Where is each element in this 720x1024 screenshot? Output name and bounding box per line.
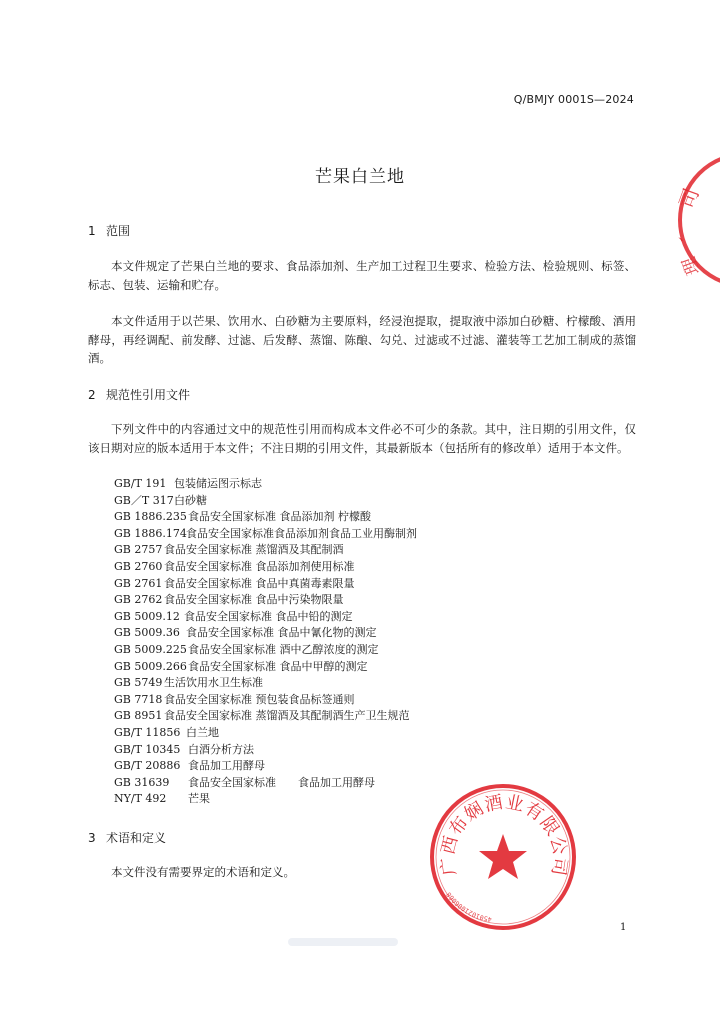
reference-code: GB／T 317	[114, 493, 174, 507]
reference-code: GB 1886.235	[114, 510, 187, 524]
section-2-number: 2	[88, 388, 96, 402]
partial-seal-right	[674, 148, 720, 298]
reference-item	[114, 791, 417, 808]
section-3-number: 3	[88, 831, 96, 845]
reference-title: 食品安全国家标准 食品添加剂使用标准	[164, 559, 355, 573]
seal-serial-number: 4501021006068	[444, 890, 493, 924]
reference-title: 食品安全国家标准 食品中真菌毒素限量	[164, 576, 355, 590]
reference-title: 芒果	[188, 792, 210, 806]
reference-code: GB/T 20886	[114, 759, 181, 773]
company-seal	[428, 782, 578, 932]
seal-star-icon	[479, 834, 527, 879]
reference-code: GB 2762	[114, 593, 163, 607]
reference-code: GB 31639	[114, 775, 170, 789]
reference-code: GB 5009.266	[114, 659, 187, 673]
section-2-paragraph-1: 下列文件中的内容通过文中的规范性引用而构成本文件必不可少的条款。其中，注日期的引用文件，仅该日期对应的版本适用于本文件；不注日期的引用文件，其最新版本（包括所有的修改单）适用于本文件。	[88, 422, 636, 455]
reference-code: GB 5009.36	[114, 626, 180, 640]
reference-item	[114, 675, 417, 692]
section-1-title: 范围	[106, 224, 131, 238]
reference-item	[114, 758, 417, 775]
reference-title: 食品安全国家标准 酒中乙醇浓度的测定	[188, 642, 379, 656]
section-2-heading	[88, 386, 190, 403]
reference-item	[114, 692, 417, 709]
reference-item	[114, 559, 417, 576]
reference-code: GB 1886.174	[114, 526, 187, 540]
reference-item	[114, 493, 417, 510]
reference-title: 生活饮用水卫生标准	[164, 676, 263, 690]
section-1-paragraph-1: 本文件规定了芒果白兰地的要求、食品添加剂、生产加工过程卫生要求、检验方法、检验规则、标签、标志、包装、运输和贮存。	[88, 259, 636, 292]
reference-title: 白砂糖	[174, 493, 207, 507]
reference-item	[114, 509, 417, 526]
reference-code: GB/T 10345	[114, 742, 181, 756]
reference-code: GB 2760	[114, 559, 163, 573]
reference-code: NY/T 492	[114, 792, 167, 806]
reference-title: 食品安全国家标准食品添加剂食品工业用酶制剂	[186, 526, 417, 540]
reference-item	[114, 576, 417, 593]
section-2-title: 规范性引用文件	[106, 388, 191, 402]
reference-title: 食品安全国家标准 食品中污染物限量	[164, 593, 344, 607]
reference-item	[114, 659, 417, 676]
reference-code: GB/T 11856	[114, 725, 181, 739]
section-3-title: 术语和定义	[106, 831, 167, 845]
reference-title: 食品安全国家标准 蒸馏酒及其配制酒生产卫生规范	[164, 709, 410, 723]
reference-title: 食品安全国家标准 食品中氰化物的测定	[186, 626, 377, 640]
section-3-paragraph-1: 本文件没有需要界定的术语和定义。	[111, 865, 295, 879]
reference-code: GB 2757	[114, 543, 163, 557]
reference-item	[114, 476, 417, 493]
reference-code: GB 5749	[114, 676, 163, 690]
reference-code: GB 5009.12	[114, 609, 180, 623]
reference-code: GB 5009.225	[114, 642, 187, 656]
normative-references-list	[114, 476, 417, 808]
reference-item	[114, 526, 417, 543]
reference-item	[114, 625, 417, 642]
reference-item	[114, 775, 417, 792]
section-3-heading	[88, 829, 166, 846]
reference-item	[114, 725, 417, 742]
reference-title: 白兰地	[186, 725, 219, 739]
reference-title: 食品安全国家标准 蒸馏酒及其配制酒	[164, 543, 344, 557]
standard-number: Q/BMJY 0001S—2024	[513, 93, 634, 106]
scan-smudge	[288, 938, 398, 946]
section-1-heading	[88, 222, 130, 239]
reference-item	[114, 708, 417, 725]
page-number: 1	[620, 922, 627, 933]
reference-title: 食品安全国家标准 食品添加剂 柠檬酸	[188, 510, 371, 524]
reference-code: GB 7718	[114, 692, 163, 706]
reference-item	[114, 742, 417, 759]
document-title: 芒果白兰地	[315, 167, 405, 187]
reference-title: 包装储运图示标志	[174, 477, 262, 490]
reference-code: GB/T 191	[114, 477, 167, 490]
reference-item	[114, 592, 417, 609]
section-1-paragraph-2: 本文件适用于以芒果、饮用水、白砂糖为主要原料，经浸泡提取，提取液中添加白砂糖、柠檬酸、酒用酵母，再经调配、前发酵、过滤、后发酵、蒸馏、陈酿、勾兑、过滤或不过滤、灌装等工艺加工制成的蒸馏酒。	[88, 314, 636, 365]
svg-text:理: 理	[678, 253, 705, 279]
reference-title: 食品加工用酵母	[188, 759, 265, 773]
section-1-number: 1	[88, 224, 96, 238]
reference-item	[114, 642, 417, 659]
reference-code: GB 8951	[114, 709, 163, 723]
reference-title: 食品安全国家标准 食品中铅的测定	[184, 609, 353, 623]
svg-text:、: 、	[678, 225, 695, 244]
seal-company-name: 广西布娴酒业有限公司	[437, 791, 571, 878]
reference-item	[114, 609, 417, 626]
reference-title: 食品安全国家标准 食品中甲醇的测定	[188, 659, 368, 673]
reference-title: 食品安全国家标准 食品加工用酵母	[188, 775, 375, 789]
reference-code: GB 2761	[114, 576, 163, 590]
reference-item	[114, 542, 417, 559]
partial-seal-char: 司	[674, 184, 704, 212]
reference-title: 白酒分析方法	[188, 742, 254, 756]
reference-title: 食品安全国家标准 预包装食品标签通则	[164, 692, 355, 706]
